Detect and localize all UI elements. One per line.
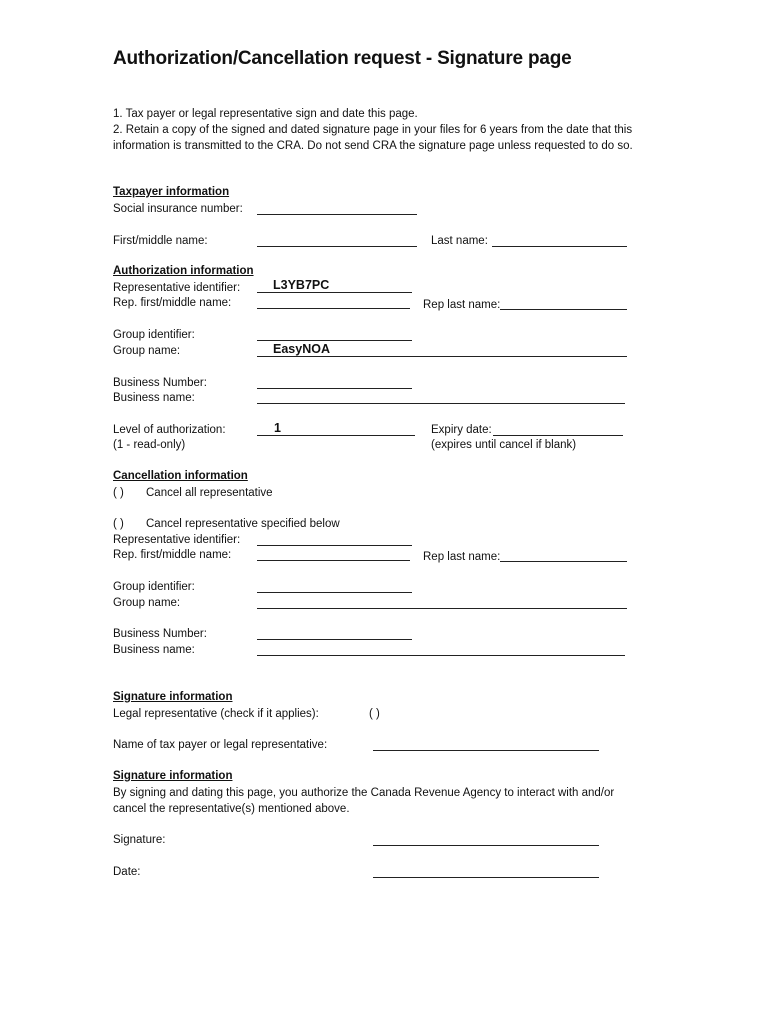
cancel-rep-last-field[interactable]	[500, 561, 627, 562]
sin-label: Social insurance number:	[113, 203, 243, 215]
page-title: Authorization/Cancellation request - Signature page	[113, 48, 572, 69]
group-name-value: EasyNOA	[273, 342, 330, 356]
bn-label: Business Number:	[113, 377, 207, 389]
authorization-heading: Authorization information	[113, 265, 254, 277]
instruction-1: 1. Tax payer or legal representative sign and date this page.	[113, 108, 418, 120]
rep-id-value: L3YB7PC	[273, 278, 330, 292]
rep-id-label: Representative identifier:	[113, 282, 241, 294]
signature-heading: Signature information	[113, 691, 233, 703]
cancellation-heading: Cancellation information	[113, 470, 248, 482]
legal-rep-checkbox[interactable]: ( )	[369, 708, 380, 720]
level-label: Level of authorization:	[113, 424, 226, 436]
expiry-note: (expires until cancel if blank)	[431, 439, 577, 451]
cancel-specified-checkbox[interactable]: ( )	[113, 518, 124, 530]
group-name-label: Group name:	[113, 345, 181, 357]
cancel-rep-id-field[interactable]	[257, 545, 412, 546]
signature-field[interactable]	[373, 845, 599, 846]
cancel-specified-label: Cancel representative specified below	[146, 518, 340, 530]
group-id-field[interactable]	[257, 340, 412, 341]
cancel-rep-id-label: Representative identifier:	[113, 534, 241, 546]
legal-rep-label: Legal representative (check if it applies):	[113, 708, 319, 720]
instruction-2: 2. Retain a copy of the signed and dated signature page in your files for 6 years from the date that this information is transmitted to the CRA. Do not send CRA the signature page unless requested to do so.	[113, 124, 633, 152]
cancel-group-id-field[interactable]	[257, 592, 412, 593]
rep-first-label: Rep. first/middle name:	[113, 297, 232, 309]
bname-field[interactable]	[257, 403, 625, 404]
first-name-label: First/middle name:	[113, 235, 208, 247]
signature-label: Signature:	[113, 834, 166, 846]
cancel-rep-last-label: Rep last name:	[423, 551, 501, 563]
cancel-group-id-label: Group identifier:	[113, 581, 195, 593]
group-id-label: Group identifier:	[113, 329, 195, 341]
rep-first-field[interactable]	[257, 308, 410, 309]
taxpayer-heading: Taxpayer information	[113, 186, 230, 198]
rep-last-label: Rep last name:	[423, 299, 501, 311]
level-field[interactable]	[257, 435, 415, 436]
date-label: Date:	[113, 866, 141, 878]
authorization-statement: By signing and dating this page, you authorize the Canada Revenue Agency to interact with and/or cancel the representative(s) mentioned above.	[113, 787, 615, 815]
last-name-field[interactable]	[492, 246, 627, 247]
first-name-field[interactable]	[257, 246, 417, 247]
taxpayer-name-label: Name of tax payer or legal representative:	[113, 739, 328, 751]
rep-last-field[interactable]	[500, 309, 627, 310]
cancel-group-name-label: Group name:	[113, 597, 181, 609]
date-field[interactable]	[373, 877, 599, 878]
level-note: (1 - read-only)	[113, 439, 186, 451]
cancel-all-checkbox[interactable]: ( )	[113, 487, 124, 499]
cancel-rep-first-label: Rep. first/middle name:	[113, 549, 232, 561]
expiry-field[interactable]	[493, 435, 623, 436]
cancel-group-name-field[interactable]	[257, 608, 627, 609]
signature-heading-2: Signature information	[113, 770, 233, 782]
cancel-bn-field[interactable]	[257, 639, 412, 640]
bn-field[interactable]	[257, 388, 412, 389]
last-name-label: Last name:	[431, 235, 488, 247]
rep-id-field[interactable]	[257, 292, 412, 293]
cancel-bname-label: Business name:	[113, 644, 195, 656]
cancel-all-label: Cancel all representative	[146, 487, 273, 499]
level-value: 1	[274, 421, 281, 435]
bname-label: Business name:	[113, 392, 195, 404]
cancel-rep-first-field[interactable]	[257, 560, 410, 561]
expiry-label: Expiry date:	[431, 424, 492, 436]
group-name-field[interactable]	[257, 356, 627, 357]
taxpayer-name-field[interactable]	[373, 750, 599, 751]
cancel-bname-field[interactable]	[257, 655, 625, 656]
cancel-bn-label: Business Number:	[113, 628, 207, 640]
sin-field[interactable]	[257, 214, 417, 215]
